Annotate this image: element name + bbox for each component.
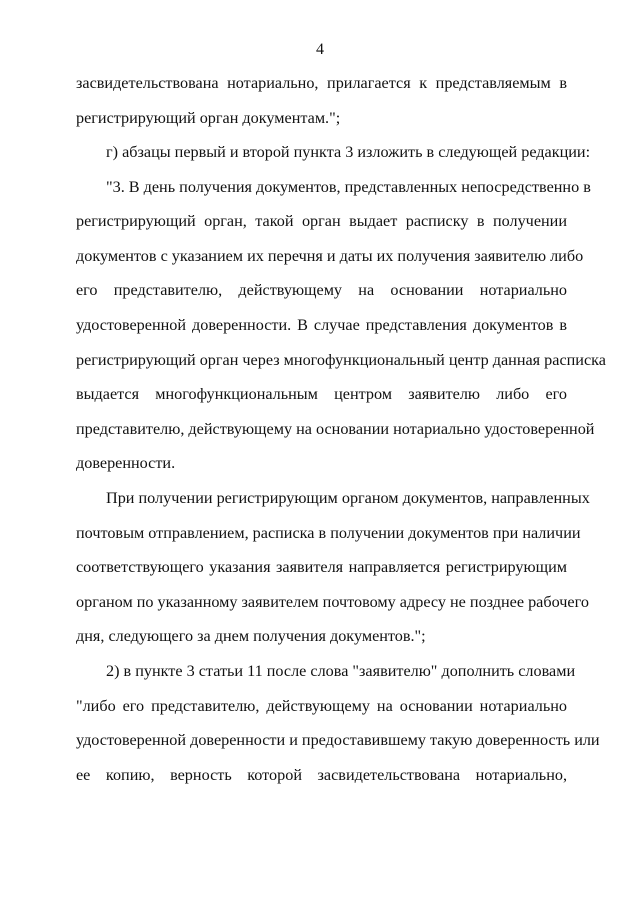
text-line: регистрирующий орган через многофункциональный центр данная расписка xyxy=(76,350,606,369)
text-line: документов с указанием их перечня и даты их получения заявителю либо xyxy=(76,246,584,265)
text-line: удостоверенной доверенности. В случае представления документов в xyxy=(76,315,567,334)
text-line: регистрирующий орган, такой орган выдает расписку в получении xyxy=(76,212,567,231)
text-line: выдается многофункциональным центром заявителю либо его xyxy=(76,385,567,404)
text-line: органом по указанному заявителем почтовому адресу не позднее рабочего xyxy=(76,592,589,611)
text-line: дня, следующего за днем получения документов."; xyxy=(76,627,426,646)
text-line: "либо его представителю, действующему на основании нотариально xyxy=(76,696,567,715)
text-line: регистрирующий орган документам."; xyxy=(76,108,341,127)
text-line: 2) в пункте 3 статьи 11 после слова "заявителю" дополнить словами xyxy=(106,662,576,680)
text-line: "3. В день получения документов, представленных непосредственно в xyxy=(106,177,591,196)
text-line: засвидетельствована нотариально, прилагается к представляемым в xyxy=(76,74,567,92)
text-line: г) абзацы первый и второй пункта 3 изложить в следующей редакции: xyxy=(106,143,591,161)
paragraph-item-2 xyxy=(76,654,600,792)
text-line: представителю, действующему на основании нотариально удостоверенной xyxy=(76,419,595,438)
page-number: 4 xyxy=(316,41,324,58)
text-line: ее копию, верность которой засвидетельствована нотариально, xyxy=(76,765,567,784)
text-line: соответствующего указания заявителя направляется регистрирующим xyxy=(76,558,567,577)
text-line: удостоверенной доверенности и предоставившему такую доверенность или xyxy=(76,731,600,750)
text-line: При получении регистрирующим органом документов, направленных xyxy=(106,489,590,507)
paragraph-continuation xyxy=(76,66,567,135)
paragraph-postal-receipt xyxy=(76,481,590,654)
text-line: почтовым отправлением, расписка в получении документов при наличии xyxy=(76,523,581,542)
text-line: его представителю, действующему на основании нотариально xyxy=(76,281,567,300)
paragraph-amendment-g xyxy=(76,135,606,481)
text-line: доверенности. xyxy=(76,454,176,473)
